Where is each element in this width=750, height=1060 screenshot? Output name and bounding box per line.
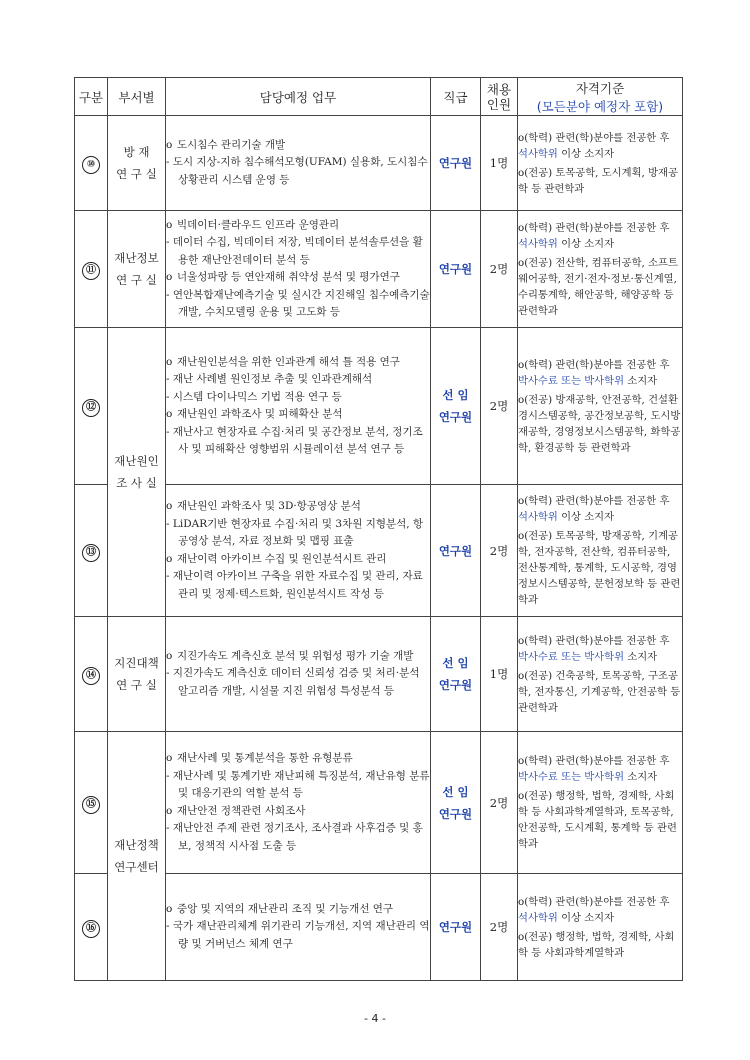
duty-text: 시스템 다이나믹스 기법 적용 연구 등 xyxy=(172,390,342,403)
rank-text: 선 임 xyxy=(442,656,469,670)
education-text: o(학력) 관련(학)분야를 전공한 후 xyxy=(518,358,670,371)
duty-text: 도시침수 관리기술 개발 xyxy=(177,138,286,151)
duty-text: 재난이력 아카이브 수집 및 원인분석시트 관리 xyxy=(177,552,387,565)
dash-icon: - xyxy=(166,667,173,680)
duty-text: 재난사례 및 통계분석을 통한 유형분류 xyxy=(177,752,353,764)
duty-text: 재난원인분석을 위한 인과관계 해석 틀 적용 연구 xyxy=(177,355,400,368)
circled-number: ⑩ xyxy=(82,156,100,174)
circled-number: ⑮ xyxy=(82,796,100,814)
bullet-icon: o xyxy=(166,138,173,151)
bullet-icon: o xyxy=(166,649,173,662)
education-requirement xyxy=(518,357,682,389)
rank-text: 연구원 xyxy=(438,920,473,934)
duty-item xyxy=(166,750,430,768)
duty-subitem xyxy=(166,820,430,855)
duty-subitem xyxy=(166,389,430,407)
table-row xyxy=(75,328,683,485)
department-name: 연 구 실 xyxy=(116,273,157,287)
qualification-cell xyxy=(518,617,683,732)
duty-text: 데이터 수집, 빅데이터 저장, 빅데이터 분석솔루션을 활용한 재난안전데이터 분석 등 xyxy=(172,236,423,266)
rank-cell xyxy=(431,485,481,617)
hire-count: 1명 xyxy=(481,116,518,211)
education-text: o(학력) 관련(학)분야를 전공한 후 xyxy=(518,634,670,647)
rank-cell xyxy=(431,732,481,874)
hire-count: 2명 xyxy=(481,732,518,874)
education-text: o(학력) 관련(학)분야를 전공한 후 xyxy=(518,495,670,507)
education-requirement xyxy=(518,753,682,785)
bullet-icon: o xyxy=(166,552,173,565)
duty-text: 재난원인 과학조사 및 피해확산 분석 xyxy=(177,408,343,420)
dash-icon: - xyxy=(166,517,173,530)
table-row xyxy=(75,732,683,874)
duty-subitem xyxy=(166,568,430,603)
dash-icon: - xyxy=(166,425,173,438)
duty-item xyxy=(166,498,430,516)
hire-count: 1명 xyxy=(481,617,518,732)
education-text: o(학력) 관련(학)분야를 전공한 후 xyxy=(518,755,670,767)
degree-highlight: 석사학위 xyxy=(518,911,558,924)
duty-text: 빅데이터·클라우드 인프라 운영관리 xyxy=(177,218,340,231)
rank-cell xyxy=(431,328,481,485)
table-body xyxy=(75,116,683,981)
dash-icon: - xyxy=(166,769,173,782)
major-requirement: o(전공) 토목공학, 방재공학, 기계공학, 전자공학, 전산학, 컴퓨터공학, 전산통계학, 통계학, 도시공학, 경영정보시스템공학, 문헌정보학 등 관련학과 xyxy=(518,530,681,606)
qualification-cell xyxy=(518,732,683,874)
dash-icon: - xyxy=(166,570,173,582)
degree-highlight: 박사수료 또는 박사학위 xyxy=(518,650,625,663)
rank-text: 연구원 xyxy=(438,543,473,558)
major-requirement: o(전공) 토목공학, 도시계획, 방재공학 등 관련학과 xyxy=(518,166,678,195)
department-name: 연 구 실 xyxy=(116,678,157,692)
duty-item xyxy=(166,137,430,155)
bullet-icon: o xyxy=(166,804,173,817)
bullet-icon: o xyxy=(166,902,173,915)
duty-cell xyxy=(166,116,431,211)
department-name: 조 사 실 xyxy=(116,476,157,490)
department-name: 재난정보 xyxy=(114,251,159,265)
qualification-cell xyxy=(518,211,683,328)
row-number xyxy=(75,732,108,874)
rank-text: 연구원 xyxy=(438,678,473,692)
duty-subitem xyxy=(166,371,430,389)
bullet-icon: o xyxy=(166,271,173,283)
duty-cell xyxy=(166,328,431,485)
duty-subitem xyxy=(166,234,430,269)
education-text: 이상 소지자 xyxy=(557,147,615,160)
table-row xyxy=(75,485,683,617)
bullet-icon: o xyxy=(166,408,173,420)
education-text: 소지자 xyxy=(624,374,658,387)
education-text: 이상 소지자 xyxy=(557,237,615,250)
duty-item xyxy=(166,803,430,821)
table-row xyxy=(75,211,683,328)
hire-count: 2명 xyxy=(481,328,518,485)
duty-item xyxy=(166,901,430,919)
duty-text: 재난이력 아카이브 구축을 위한 자료수집 및 관리, 자료관리 및 정제·텍스트화, 원인분석시트 작성 등 xyxy=(172,570,423,600)
duty-text: 너울성파랑 등 연안재해 취약성 분석 및 평가연구 xyxy=(177,271,400,283)
hire-count: 2명 xyxy=(481,874,518,981)
header-type: 구분 xyxy=(75,78,108,116)
rank-text: 연구원 xyxy=(438,156,473,170)
department-cell xyxy=(108,328,166,617)
rank-text: 연구원 xyxy=(438,806,473,821)
education-requirement xyxy=(518,894,682,926)
duty-subitem xyxy=(166,424,430,459)
major-requirement: o(전공) 행정학, 법학, 경제학, 사회학 등 사회과학계열학과, 토목공학, 안전공학, 도시계획, 통계학 등 관련학과 xyxy=(518,790,677,850)
duty-item xyxy=(166,269,430,287)
duty-subitem xyxy=(166,768,430,803)
row-number xyxy=(75,116,108,211)
degree-highlight: 박사수료 또는 박사학위 xyxy=(518,771,625,783)
dash-icon: - xyxy=(166,236,173,248)
circled-number: ⑯ xyxy=(82,920,100,938)
bullet-icon: o xyxy=(166,218,173,231)
row-number xyxy=(75,485,108,617)
circled-number: ⑪ xyxy=(82,262,100,280)
page-number: - 4 - xyxy=(364,1012,386,1025)
major-requirement: o(전공) 방재공학, 안전공학, 건설환경시스템공학, 공간정보공학, 도시방재공학, 경영정보시스템공학, 화학공학, 환경공학 등 관련학과 xyxy=(518,393,681,454)
duty-text: 재난안전 정책관련 사회조사 xyxy=(177,804,306,817)
dash-icon: - xyxy=(166,373,173,385)
recruitment-table xyxy=(74,77,683,981)
department-cell xyxy=(108,617,166,732)
education-text: o(학력) 관련(학)분야를 전공한 후 xyxy=(518,895,670,908)
duty-text: 재난원인 과학조사 및 3D·항공영상 분석 xyxy=(177,500,361,512)
duty-text: LiDAR기반 현장자료 수집·처리 및 3차원 지형분석, 항공영상 분석, 자료 정보화 및 맵핑 표출 xyxy=(172,517,424,547)
qualification-cell xyxy=(518,116,683,211)
hire-count: 2명 xyxy=(481,485,518,617)
duty-item xyxy=(166,217,430,235)
department-cell xyxy=(108,116,166,211)
header-qualification: 자격기준 (모든분야 예정자 포함) xyxy=(518,78,683,116)
circled-number: ⑭ xyxy=(82,667,100,685)
education-text: o(학력) 관련(학)분야를 전공한 후 xyxy=(518,131,670,144)
duty-cell xyxy=(166,211,431,328)
row-number xyxy=(75,328,108,485)
department-name: 재난정책 xyxy=(114,838,159,852)
department-cell xyxy=(108,211,166,328)
rank-cell xyxy=(431,211,481,328)
department-cell xyxy=(108,732,166,981)
rank-cell xyxy=(431,116,481,211)
row-number xyxy=(75,874,108,981)
duty-cell xyxy=(166,732,431,874)
department-name: 연 구 실 xyxy=(116,167,157,181)
degree-highlight: 석사학위 xyxy=(518,511,558,523)
duty-item xyxy=(166,406,430,424)
duty-subitem xyxy=(166,918,430,953)
duty-item xyxy=(166,551,430,569)
rank-text: 선 임 xyxy=(442,784,469,799)
header-dept: 부서별 xyxy=(108,78,166,116)
qualification-cell xyxy=(518,874,683,981)
bullet-icon: o xyxy=(166,752,173,764)
education-text: 소지자 xyxy=(624,771,658,783)
education-requirement xyxy=(518,633,682,665)
qualification-cell xyxy=(518,485,683,617)
education-text: o(학력) 관련(학)분야를 전공한 후 xyxy=(518,221,670,234)
qualification-cell xyxy=(518,328,683,485)
dash-icon: - xyxy=(166,288,173,301)
major-requirement: o(전공) 건축공학, 토목공학, 구조공학, 전자통신, 기계공학, 안전공학 등 관련학과 xyxy=(518,669,681,714)
duty-text: 연안복합재난예측기술 및 실시간 지진해일 침수예측기술 개발, 수치모델링 운용 및 고도화 등 xyxy=(172,288,430,318)
bullet-icon: o xyxy=(166,500,173,512)
dash-icon: - xyxy=(166,822,173,834)
rank-text: 선 임 xyxy=(442,388,469,402)
bullet-icon: o xyxy=(166,355,173,368)
duty-text: 재난사례 및 통계기반 재난피해 특징분석, 재난유형 분류 및 대응기관의 역할 분석 등 xyxy=(172,769,430,799)
duty-subitem xyxy=(166,154,430,189)
row-number xyxy=(75,617,108,732)
rank-cell xyxy=(431,617,481,732)
degree-highlight: 박사수료 또는 박사학위 xyxy=(518,374,625,387)
table-header-row xyxy=(75,78,683,116)
row-number xyxy=(75,211,108,328)
education-requirement xyxy=(518,493,682,525)
duty-text: 국가 재난관리체계 위기관리 기능개선, 지역 재난관리 역량 및 거버넌스 체계 연구 xyxy=(172,920,430,950)
duty-text: 재난안전 주제 관련 정기조사, 조사결과 사후검증 및 홍보, 정책적 시사점 도출 등 xyxy=(172,822,423,852)
header-rank: 직급 xyxy=(431,78,481,116)
degree-highlight: 석사학위 xyxy=(518,147,558,160)
department-name: 방 재 xyxy=(123,145,150,159)
dash-icon: - xyxy=(166,920,173,933)
duty-text: 지진가속도 계측신호 분석 및 위험성 평가 기술 개발 xyxy=(177,649,414,662)
table-row xyxy=(75,116,683,211)
header-duty: 담당예정 업무 xyxy=(166,78,431,116)
duty-cell xyxy=(166,617,431,732)
duty-subitem xyxy=(166,516,430,551)
dash-icon: - xyxy=(166,390,173,403)
rank-cell xyxy=(431,874,481,981)
duty-item xyxy=(166,354,430,372)
education-text: 이상 소지자 xyxy=(557,911,615,924)
duty-subitem xyxy=(166,665,430,700)
major-requirement: o(전공) 전산학, 컴퓨터공학, 소프트웨어공학, 전기·전자·정보·통신계열, 수리통계학, 해안공학, 해양공학 등 관련학과 xyxy=(518,256,678,317)
table-row xyxy=(75,874,683,981)
duty-text: 재난 사례별 원인정보 추출 및 인과관계해석 xyxy=(172,373,373,385)
rank-text: 연구원 xyxy=(438,410,473,424)
duty-text: 도시 지상-지하 침수해석모형(UFAM) 실용화, 도시침수 상황관리 시스템 운영 등 xyxy=(172,156,428,186)
duty-text: 지진가속도 계측신호 데이터 신뢰성 검증 및 처리·분석 알고리즘 개발, 시설물 지진 위험성 특성분석 등 xyxy=(172,667,420,697)
degree-highlight: 석사학위 xyxy=(518,237,558,250)
education-requirement xyxy=(518,130,682,162)
duty-text: 재난사고 현장자료 수집·처리 및 공간정보 분석, 정기조사 및 피해확산 영향범위 시뮬레이션 분석 연구 등 xyxy=(172,425,423,455)
education-text: 이상 소지자 xyxy=(557,511,615,523)
circled-number: ⑬ xyxy=(82,544,100,562)
rank-text: 연구원 xyxy=(438,262,473,276)
hire-count: 2명 xyxy=(481,211,518,328)
education-text: 소지자 xyxy=(624,650,658,663)
department-name: 연구센터 xyxy=(114,860,159,874)
duty-item xyxy=(166,648,430,666)
duty-text: 중앙 및 지역의 재난관리 조직 및 기능개선 연구 xyxy=(177,902,394,915)
department-name: 지진대책 xyxy=(114,656,159,670)
duty-cell xyxy=(166,874,431,981)
circled-number: ⑫ xyxy=(82,399,100,417)
duty-subitem xyxy=(166,287,430,322)
duty-cell xyxy=(166,485,431,617)
table-row xyxy=(75,617,683,732)
header-hire: 채용 인원 xyxy=(481,78,518,116)
dash-icon: - xyxy=(166,156,173,169)
education-requirement xyxy=(518,220,682,252)
major-requirement: o(전공) 행정학, 법학, 경제학, 사회학 등 사회과학계열학과 xyxy=(518,930,675,959)
department-name: 재난원인 xyxy=(114,454,159,468)
